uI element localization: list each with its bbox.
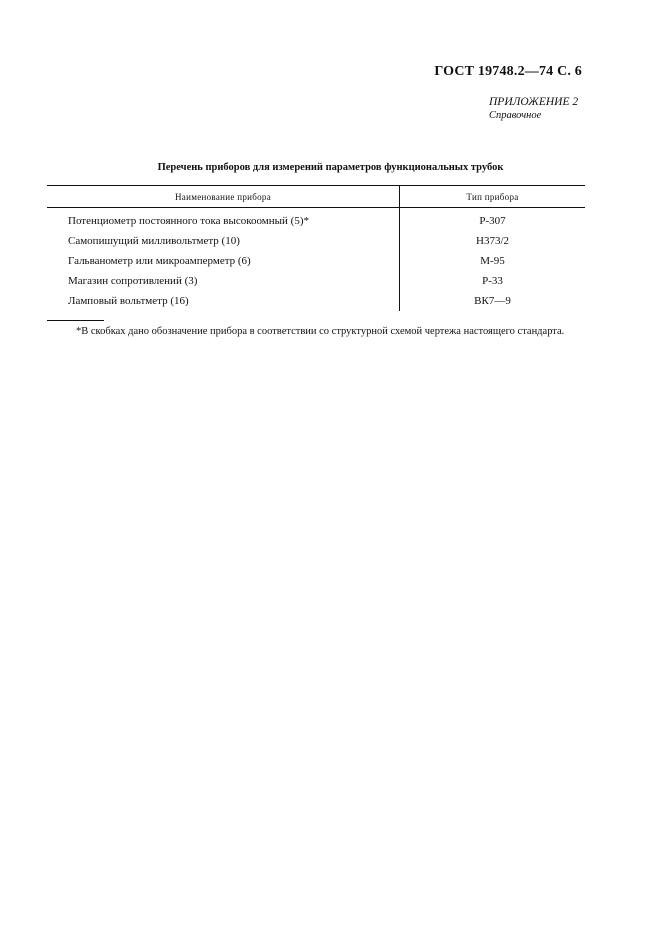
- footnote-divider: [47, 320, 104, 321]
- instrument-name: Ламповый вольтметр (16): [47, 291, 400, 311]
- column-header-name: Наименование прибора: [47, 186, 400, 208]
- table-header-row: [47, 186, 585, 208]
- instrument-table: [47, 185, 585, 311]
- table-row: [47, 291, 585, 311]
- instrument-name: Потенциометр постоянного тока высокоомный (5)*: [47, 208, 400, 232]
- appendix-label: [489, 95, 578, 123]
- table-title: Перечень приборов для измерений параметров функциональных трубок: [157, 162, 504, 173]
- instrument-type: Н373/2: [476, 235, 509, 247]
- instrument-name: Самопишущий милливольтметр (10): [47, 231, 400, 251]
- footnote: *В скобках дано обозначение прибора в соответствии со структурной схемой чертежа настоящего стандарта.: [76, 326, 565, 337]
- instrument-type: Р-33: [482, 275, 503, 287]
- instrument-name: Гальванометр или микроамперметр (6): [47, 251, 400, 271]
- column-header-type: Тип прибора: [400, 186, 586, 208]
- instrument-type: М-95: [480, 255, 505, 267]
- page-header-standard: ГОСТ 19748.2—74 С. 6: [434, 64, 582, 79]
- instrument-type: Р-307: [479, 215, 506, 227]
- instrument-type: ВК7—9: [474, 295, 511, 307]
- table-row: [47, 251, 585, 271]
- instrument-name: Магазин сопротивлений (3): [47, 271, 400, 291]
- appendix-title: ПРИЛОЖЕНИЕ 2: [489, 96, 579, 108]
- table-row: [47, 231, 585, 251]
- table-row: [47, 208, 585, 232]
- appendix-subtitle: Справочное: [489, 110, 542, 121]
- table-row: [47, 271, 585, 291]
